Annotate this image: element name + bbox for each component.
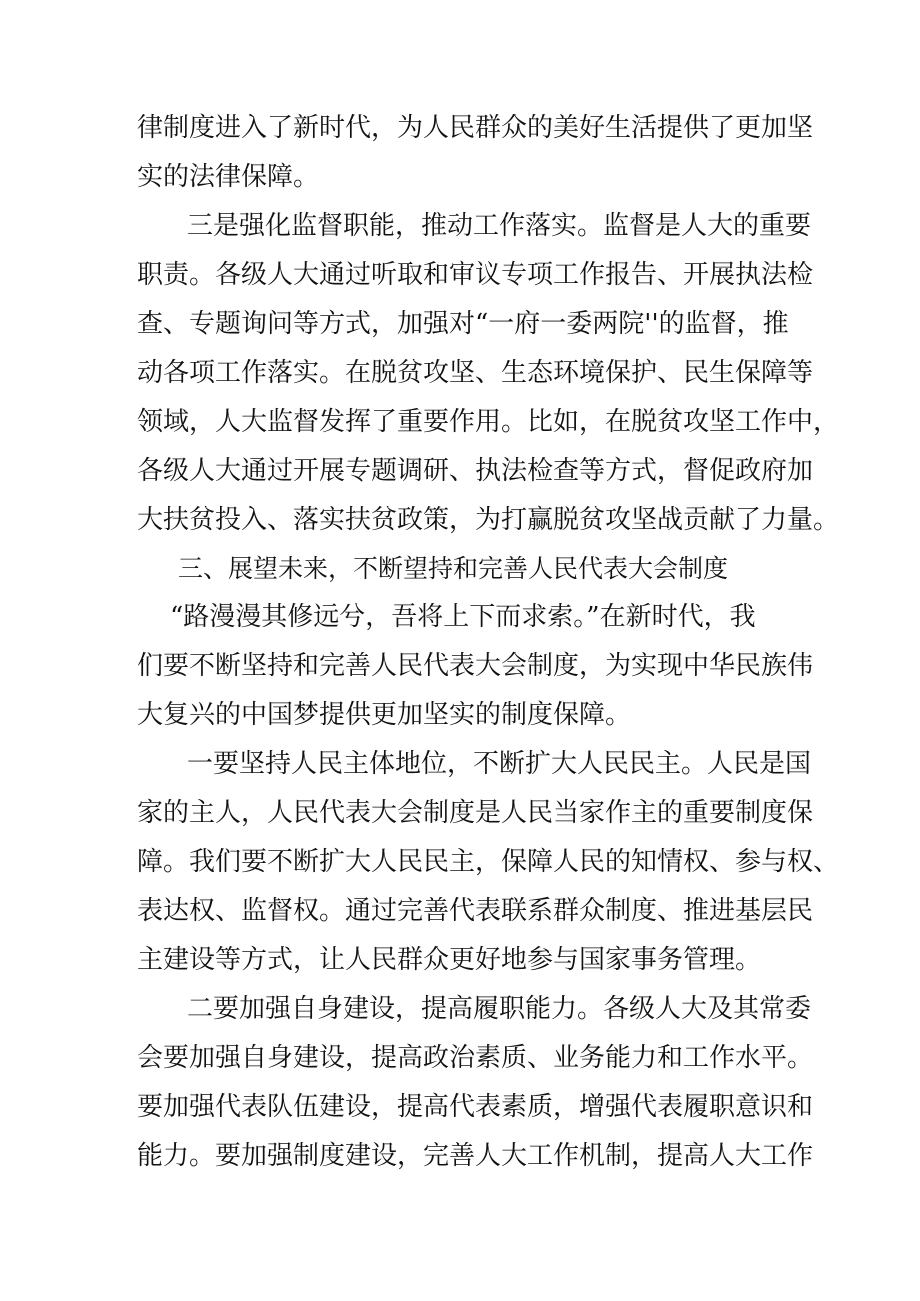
body-text-line: 大扶贫投入、落实扶贫政策，为打赢脱贫攻坚战贡献了力量。 (137, 505, 840, 535)
paragraph-first-line: 三是强化监督职能，推动工作落实。监督是人大的重要 (187, 211, 812, 241)
body-text-line: 要加强代表队伍建设，提高代表素质，增强代表履职意识和 (137, 1092, 814, 1122)
body-text-line: 实的法律保障。 (137, 162, 320, 192)
body-text-line: 查、专题询问等方式，加强对“一府一委两院''的监督，推 (137, 309, 789, 339)
body-text-line: 职责。各级人大通过听取和审议专项工作报告、开展执法检 (137, 260, 814, 290)
body-text-line: 领域，人大监督发挥了重要作用。比如，在脱贫攻坚工作中， (137, 407, 840, 437)
body-text-line: 大复兴的中国梦提供更加坚实的制度保障。 (137, 700, 632, 730)
body-text-line: 家的主人，人民代表大会制度是人民当家作主的重要制度保 (137, 798, 814, 828)
body-text-line: 表达权、监督权。通过完善代表联系群众制度、推进基层民 (137, 896, 814, 926)
paragraph-first-line: “路漫漫其修远兮，吾将上下而求索。”在新时代，我 (170, 602, 756, 632)
body-text-line: 们要不断坚持和完善人民代表大会制度，为实现中华民族伟 (137, 651, 814, 681)
section-heading: 三、展望未来，不断望持和完善人民代表大会制度 (178, 554, 729, 583)
paragraph-first-line: 一要坚持人民主体地位，不断扩大人民民主。人民是国 (187, 749, 812, 779)
body-text-line: 能力。要加强制度建设，完善人大工作机制，提高人大工作 (137, 1141, 814, 1171)
body-text-line: 动各项工作落实。在脱贫攻坚、生态环境保护、民生保障等 (137, 358, 814, 388)
body-text-line: 会要加强自身建设，提高政治素质、业务能力和工作水平。 (137, 1043, 814, 1073)
paragraph-first-line: 二要加强自身建设，提高履职能力。各级人大及其常委 (187, 994, 812, 1024)
body-text-line: 障。我们要不断扩大人民民主，保障人民的知情权、参与权、 (137, 847, 840, 877)
body-text-line: 主建设等方式，让人民群众更好地参与国家事务管理。 (137, 945, 762, 975)
body-text-line: 律制度进入了新时代，为人民群众的美好生活提供了更加坚 (137, 113, 814, 143)
body-text-line: 各级人大通过开展专题调研、执法检查等方式，督促政府加 (137, 456, 814, 486)
